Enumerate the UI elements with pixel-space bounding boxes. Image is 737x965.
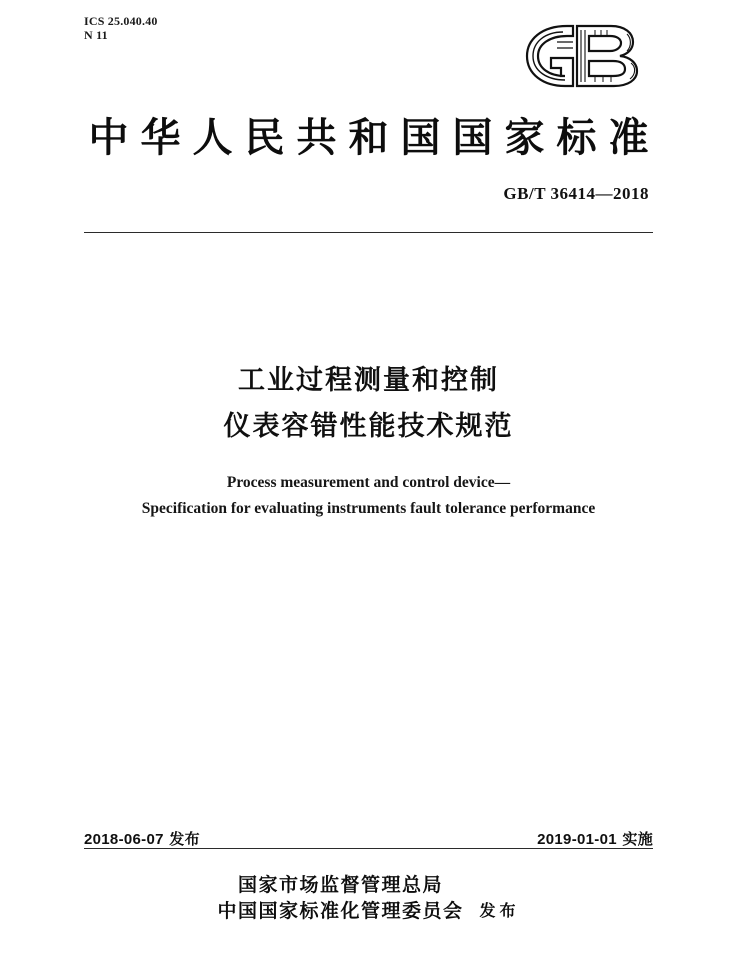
classification-code: N 11 bbox=[84, 28, 108, 42]
issue-date bbox=[84, 828, 200, 849]
title-cn-line-1: 工业过程测量和控制 bbox=[238, 365, 499, 396]
issuing-authorities bbox=[0, 872, 737, 924]
divider-bottom bbox=[84, 848, 653, 849]
standard-number: GB/T 36414—2018 bbox=[503, 184, 649, 203]
title-en-line-2: Specification for evaluating instruments fault tolerance performance bbox=[141, 500, 596, 517]
issuer-verb: 发布 bbox=[479, 901, 520, 920]
date-row bbox=[84, 828, 653, 849]
issuer-line-2: 中国国家标准化管理委员会 bbox=[217, 900, 464, 922]
title-cn-line-2: 仪表容错性能技术规范 bbox=[223, 411, 514, 442]
effective-date-label: 实施 bbox=[622, 830, 653, 848]
ics-code: ICS 25.040.40 bbox=[84, 14, 158, 28]
classification-codes bbox=[84, 14, 158, 42]
effective-date-value: 2019-01-01 bbox=[537, 831, 617, 848]
effective-date bbox=[537, 828, 653, 849]
title-en-line-1: Process measurement and control device— bbox=[226, 474, 511, 491]
gb-logo-icon bbox=[511, 14, 651, 94]
national-standard-title: 中华人民共和国国家标准 bbox=[88, 114, 661, 161]
document-title-block bbox=[0, 358, 737, 522]
issuer-line-1: 国家市场监督管理总局 bbox=[237, 874, 443, 896]
divider-top bbox=[84, 232, 653, 233]
issue-date-value: 2018-06-07 bbox=[84, 831, 164, 848]
issue-date-label: 发布 bbox=[169, 830, 200, 848]
